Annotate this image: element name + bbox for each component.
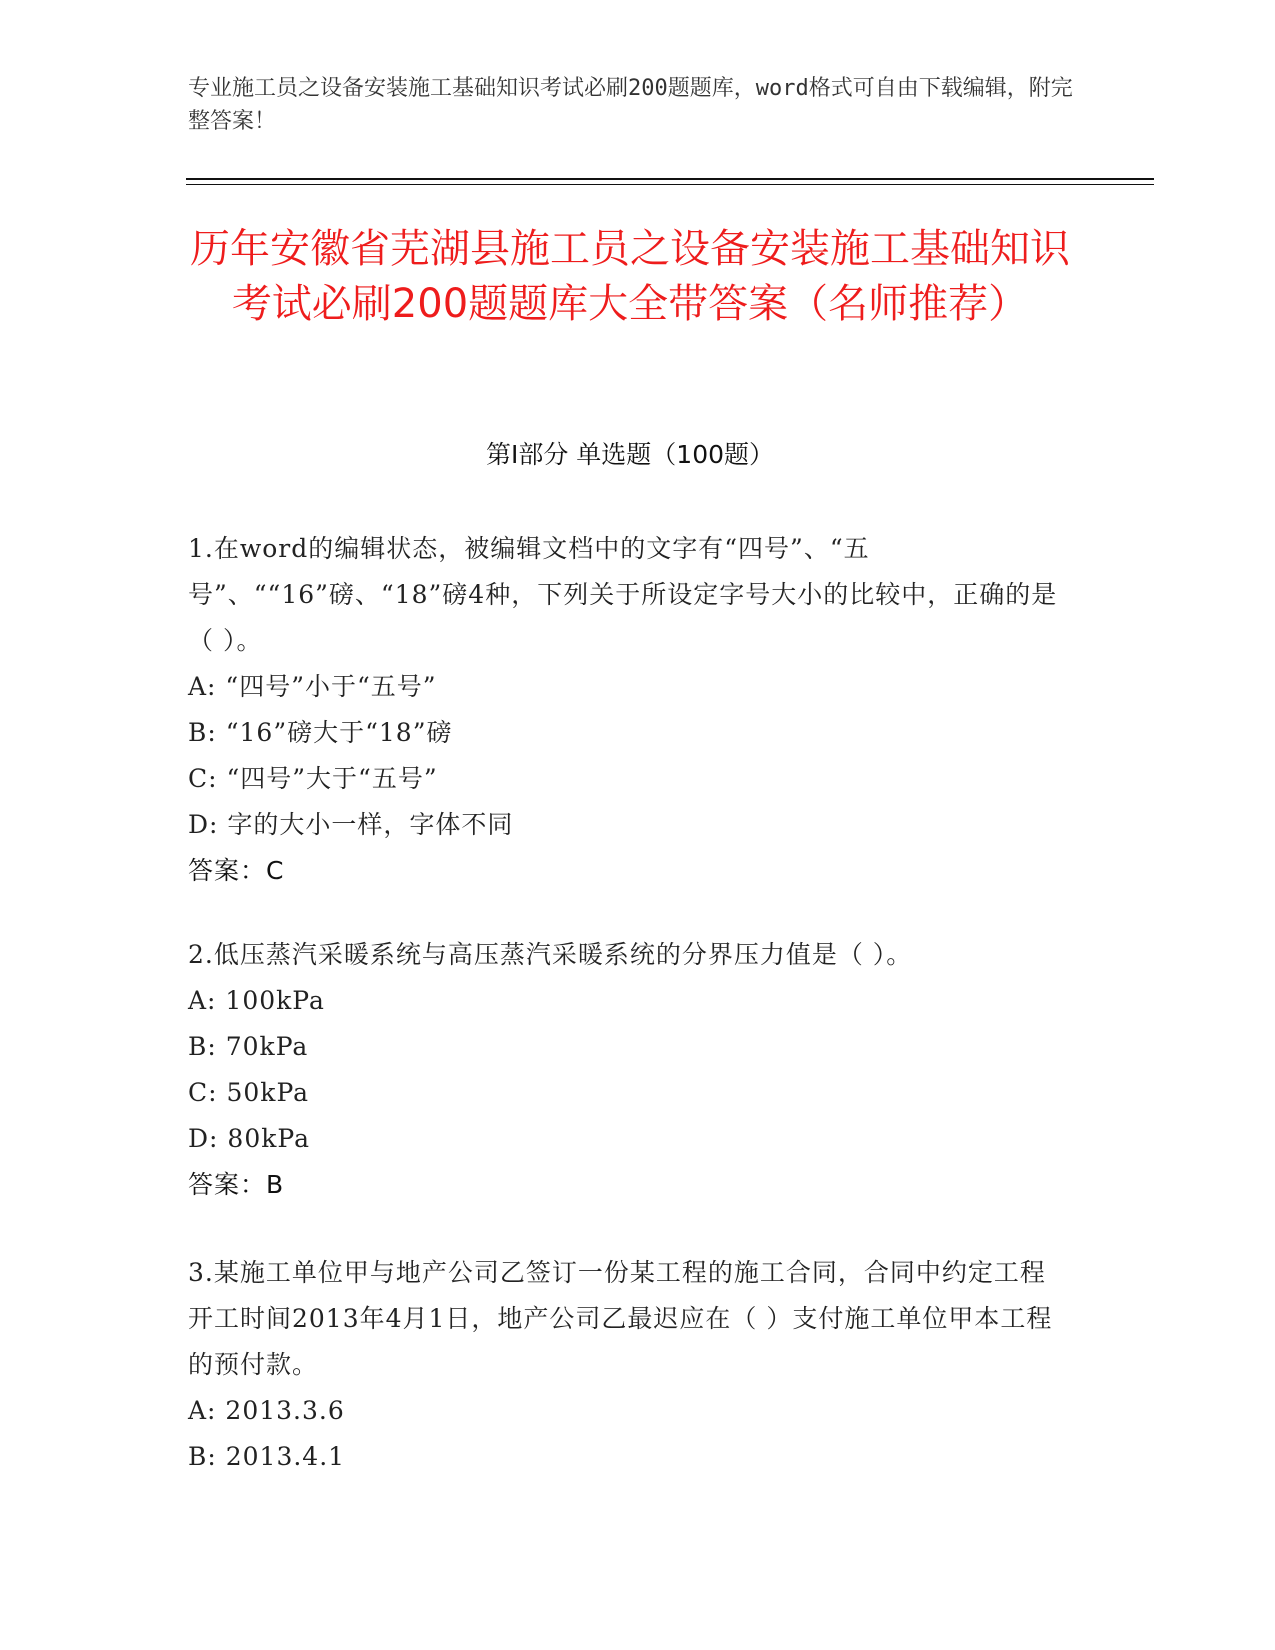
option-a: A: 100kPa bbox=[188, 986, 325, 1015]
option-d: D: 80kPa bbox=[188, 1124, 310, 1153]
answer-text: 答案：C bbox=[188, 856, 285, 885]
header-note: 专业施工员之设备安装施工基础知识考试必刷200题题库，word格式可自由下载编辑，附完整答案！ bbox=[188, 76, 1073, 134]
option-c: C: 50kPa bbox=[188, 1078, 310, 1107]
option-d: D: 字的大小一样，字体不同 bbox=[188, 810, 514, 839]
option-a: A: “四号”小于“五号” bbox=[188, 672, 437, 701]
question-1 bbox=[188, 526, 1068, 894]
header-rule-thin bbox=[186, 184, 1154, 185]
question-text: 1.在word的编辑状态，被编辑文档中的文字有“四号”、“五号”、““16”磅、“18”磅4种，下列关于所设定字号大小的比较中，正确的是（ ）。 bbox=[188, 534, 1058, 655]
question-2 bbox=[188, 932, 1068, 1208]
section-heading: 第Ⅰ部分 单选题（100题） bbox=[485, 440, 775, 469]
question-3 bbox=[188, 1250, 1068, 1480]
question-text: 2.低压蒸汽采暖系统与高压蒸汽采暖系统的分界压力值是（ ）。 bbox=[188, 940, 913, 969]
option-b: B: 2013.4.1 bbox=[188, 1442, 346, 1471]
question-text: 3.某施工单位甲与地产公司乙签订一份某工程的施工合同，合同中约定工程开工时间2013年4月1日，地产公司乙最迟应在（ ）支付施工单位甲本工程的预付款。 bbox=[188, 1258, 1053, 1379]
document-title: 历年安徽省芜湖县施工员之设备安装施工基础知识考试必刷200题题库大全带答案（名师推荐） bbox=[190, 226, 1070, 327]
answer-text: 答案：B bbox=[188, 1170, 285, 1199]
header-rule-thick bbox=[186, 178, 1154, 180]
option-c: C: “四号”大于“五号” bbox=[188, 764, 438, 793]
option-b: B: 70kPa bbox=[188, 1032, 309, 1061]
option-a: A: 2013.3.6 bbox=[188, 1396, 345, 1425]
option-b: B: “16”磅大于“18”磅 bbox=[188, 718, 453, 747]
